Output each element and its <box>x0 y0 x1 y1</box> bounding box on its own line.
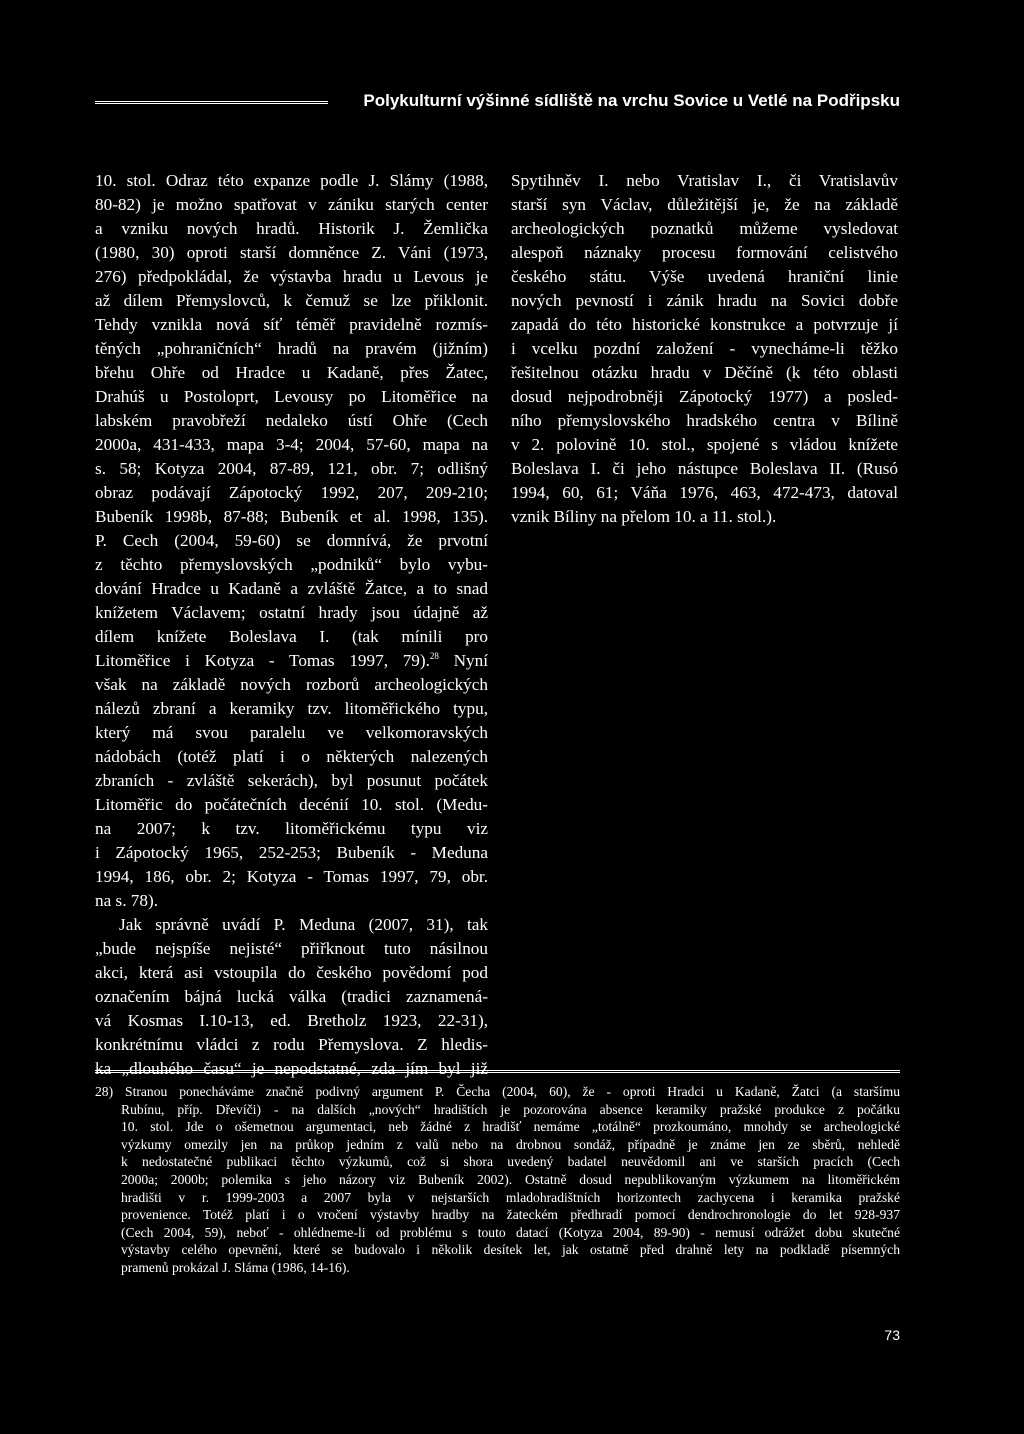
header-rule <box>95 101 328 104</box>
text-line: dosud nejpodrobněji Zápotocký 1977) a posled- <box>511 387 898 406</box>
footnote-28 <box>95 1083 900 1277</box>
text-line: v 2. polovině 10. stol., spojené s vládou knížete <box>511 435 898 454</box>
text-line: dování Hradce u Kadaně a zvláště Žatce, a to snad <box>95 579 488 598</box>
text-line: alespoň náznaky procesu formování celistvého <box>511 243 898 262</box>
text-fragment: Nyní <box>438 651 489 670</box>
text-line: Boleslava I. či jeho nástupce Boleslava II. (Rusó <box>511 459 898 478</box>
text-line-with-footnote <box>95 649 488 673</box>
text-fragment: Litoměřice i Kotyza - Tomas 1997, 79). <box>95 651 430 670</box>
text-line: i Zápotocký 1965, 252-253; Bubeník - Meduna <box>95 843 488 862</box>
right-column <box>511 169 898 529</box>
text-line: akci, která asi vstoupila do českého povědomí pod <box>95 963 488 982</box>
text-line: břehu Ohře od Hradce u Kadaně, přes Žatec, <box>95 363 488 382</box>
text-line: 10. stol. Odraz této expanze podle J. Slámy (1988, <box>95 171 488 190</box>
text-line: zbraních - zvláště sekerách), byl posunut počátek <box>95 771 488 790</box>
running-header: Polykulturní výšinné sídliště na vrchu Sovice u Vetlé na Podřipsku <box>363 91 900 110</box>
footnote-line: výstavby celého opevnění, které se budovalo i několik desítek let, jak ostatně před drahně lety na podkladě písemných <box>121 1242 900 1258</box>
text-line: nádobách (totéž platí i o některých nalezených <box>95 747 488 766</box>
text-line: zapadá do této historické konstrukce a potvrzuje jí <box>511 315 898 334</box>
footnote-rule <box>95 1070 900 1073</box>
text-line: až dílem Přemyslovců, k čemuž se lze přiklonit. <box>95 291 488 310</box>
footnote-line: 10. stol. Jde o ošemetnou argumentaci, neb žádné z hradišť nemáme „totálně“ prozkoumáno, mnohdy se archeologické <box>121 1119 900 1135</box>
text-line: těných „pohraničních“ hradů na pravém (jižním) <box>95 339 488 358</box>
text-line: vá Kosmas I.10-13, ed. Bretholz 1923, 22-31), <box>95 1011 488 1030</box>
text-line: vznik Bíliny na přelom 10. a 11. stol.). <box>511 507 777 526</box>
text-line: Tehdy vznikla nová síť téměř pravidelně rozmís- <box>95 315 488 334</box>
footnote-line: pramenů prokázal J. Sláma (1986, 14-16). <box>121 1259 350 1275</box>
text-line: s. 58; Kotyza 2004, 87-89, 121, obr. 7; odlišný <box>95 459 488 478</box>
text-line: Drahúš u Postoloprt, Levousy po Litoměřice na <box>95 387 488 406</box>
text-line: českého státu. Výše uvedená hraniční linie <box>511 267 898 286</box>
text-line: 80-82) je možno spatřovat v zániku starých center <box>95 195 488 214</box>
left-column <box>95 169 488 1081</box>
text-line: i vcelku pozdní založení - vynecháme-li těžko <box>511 339 898 358</box>
text-line: 1994, 60, 61; Váňa 1976, 463, 472-473, datoval <box>511 483 898 502</box>
text-line: dílem knížete Boleslava I. (tak mínili pro <box>95 627 488 646</box>
text-line: „bude nejspíše nejisté“ přiřknout tuto násilnou <box>95 939 488 958</box>
text-line: 1994, 186, obr. 2; Kotyza - Tomas 1997, 79, obr. <box>95 867 488 886</box>
text-line: konkrétnímu vládci z rodu Přemyslova. Z hledis- <box>95 1035 488 1054</box>
text-line: obraz podávají Zápotocký 1992, 207, 209-210; <box>95 483 488 502</box>
text-line: však na základě nových rozborů archeologických <box>95 675 488 694</box>
text-line: Litoměřic do počátečních decénií 10. stol. (Medu- <box>95 795 488 814</box>
text-line: ního přemyslovského hradského centra v Bílině <box>511 411 898 430</box>
text-line: 2000a, 431-433, mapa 3-4; 2004, 57-60, mapa na <box>95 435 488 454</box>
footnote-line: Rubínu, příp. Dřevíči) - na dalších „nových“ hradištích je pozorována absence keramiky pražské produkce z počátku <box>121 1101 900 1117</box>
text-line: knížetem Václavem; ostatní hrady jsou údajně až <box>95 603 488 622</box>
text-line: labském pravobřeží nedaleko ústí Ohře (Cech <box>95 411 488 430</box>
footnote-line: 2000a; 2000b; polemika s jeho názory viz Bubeník 2002). Ostatně dosud nepublikovaným výzkumem na litoměřickém <box>121 1171 900 1187</box>
text-line: na s. 78). <box>95 891 159 910</box>
text-line: ka „dlouhého času“ je nepodstatné, zda jím byl již <box>95 1059 488 1078</box>
text-line: 276) předpokládal, že výstavba hradu u Levous je <box>95 267 488 286</box>
text-line: P. Cech (2004, 59-60) se domnívá, že prvotní <box>95 531 488 550</box>
footnote-line: výzkumy omezily jen na průkop jedním z valů nebo na drobnou sondáž, případně je známe jen ze sběrů, nehledě <box>121 1136 900 1152</box>
text-line: nových pevností i zánik hradu na Sovici dobře <box>511 291 898 310</box>
text-line: který má svou paralelu ve velkomoravských <box>95 723 488 742</box>
text-line: Spytihněv I. nebo Vratislav I., či Vratislavův <box>511 171 898 190</box>
text-line: Bubeník 1998b, 87-88; Bubeník et al. 1998, 135). <box>95 507 488 526</box>
text-line: archeologických poznatků můžeme vysledovat <box>511 219 898 238</box>
text-line: na 2007; k tzv. litoměřickému typu viz <box>95 819 488 838</box>
text-line: starší syn Václav, důležitější je, že na základě <box>511 195 898 214</box>
text-line: řešitelnou otázku hradu v Děčíně (k této oblasti <box>511 363 898 382</box>
text-line: a vzniku nových hradů. Historik J. Žemlička <box>95 219 488 238</box>
text-line: (1980, 30) oproti starší domněnce Z. Váni (1973, <box>95 243 488 262</box>
footnote-line: k nedostatečné publikaci těchto výzkumů, což si shora uvedený badatel neuvědomil ani ve starších pracích (Cech <box>121 1154 900 1170</box>
page-number: 73 <box>884 1327 900 1343</box>
footnote-reference: 28 <box>429 651 439 661</box>
footnote-line: provenience. Totéž platí i o vročení výstavby hradby na žateckém předhradí pomocí dendrochronologie do let 928-937 <box>121 1207 900 1223</box>
footnote-line: 28) Stranou ponecháváme značně podivný argument P. Čecha (2004, 60), že - oproti Hradci u Kadaně, Žatci (a staršímu <box>95 1084 900 1099</box>
text-line: z těchto přemyslovských „podniků“ bylo vybu- <box>95 555 488 574</box>
text-line: Jak správně uvádí P. Meduna (2007, 31), tak <box>119 915 488 934</box>
footnote-line: hradišti v r. 1999-2003 a 2007 byla v nejstarších mladohradištních horizontech zachycena i keramika pražské <box>121 1189 900 1205</box>
text-line: nálezů zbraní a keramiky tzv. litoměřického typu, <box>95 699 488 718</box>
footnote-line: (Cech 2004, 59), neboť - ohlédneme-li od problému s touto datací (Kotyza 2004, 89-90) - nemusí odrážet dobu skutečné <box>121 1224 900 1240</box>
text-line: označením bájná lucká válka (tradici zaznamená- <box>95 987 488 1006</box>
